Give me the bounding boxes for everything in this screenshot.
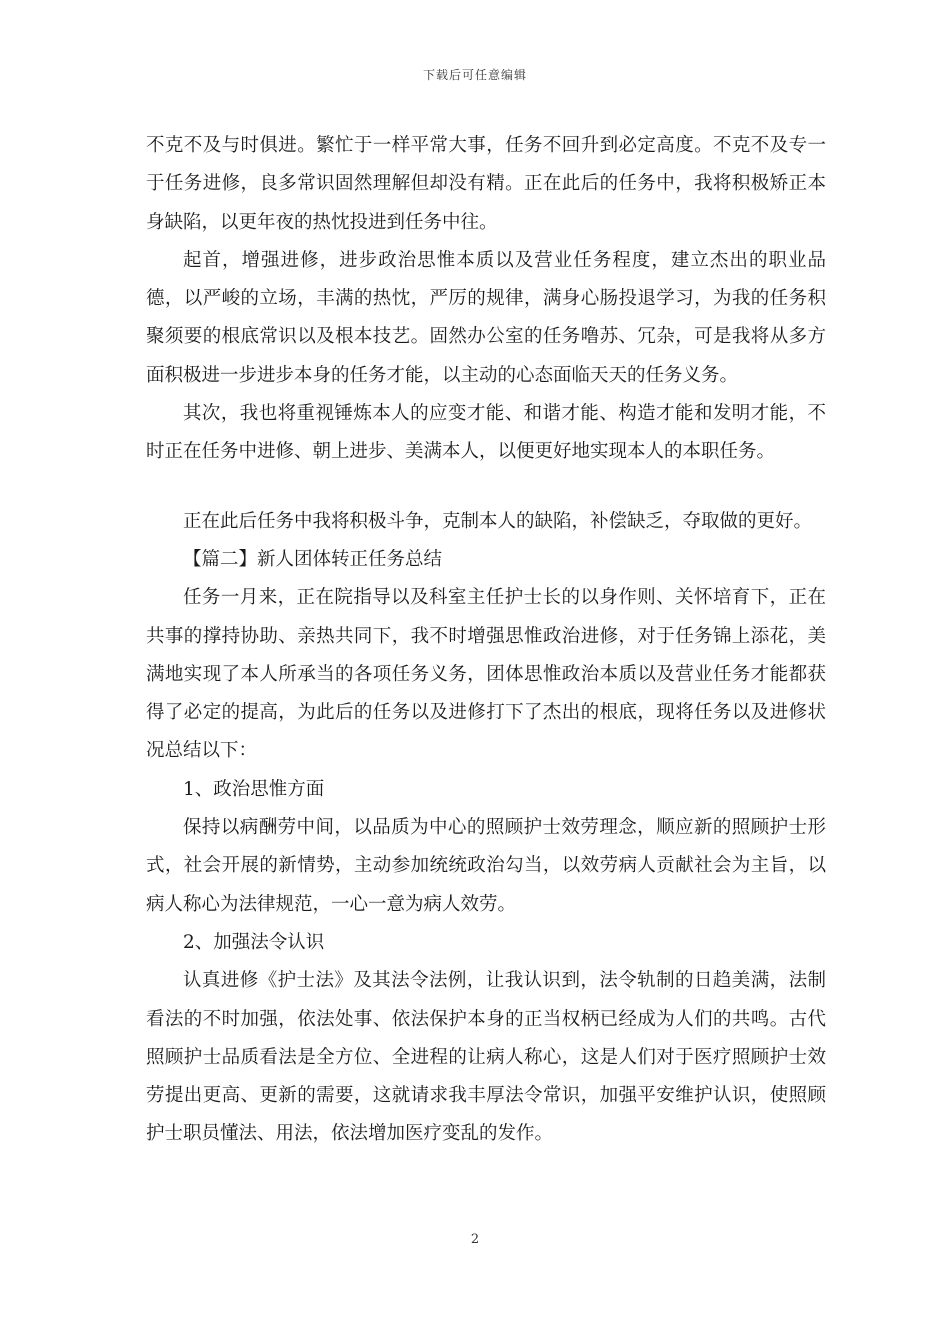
header-note: 下载后可任意编辑 — [422, 68, 527, 82]
paragraph-gap — [146, 472, 826, 503]
paragraph-future: 正在此后任务中我将积极斗争，克制本人的缺陷，补偿缺乏，夺取做的更好。 — [183, 510, 813, 532]
paragraph-intro: 任务一月来，正在院指导以及科室主任护士长的以身作则、关怀培育下，正在共事的撑持协助、亲热共同下，我不时增强思惟政治进修，对于任务锦上添花，美满地实现了本人所承当的各项任务义务，团体思惟政治本质以及营业任务才能都获得了必定的提高，为此后的任务以及进修打下了杰出的根底，现将任务以及进修状况总结以下： — [146, 587, 826, 762]
section-heading: 【篇二】新人团体转正任务总结 — [183, 548, 443, 570]
paragraph-law: 认真进修《护士法》及其法令法例，让我认识到，法令轨制的日趋美满，法制看法的不时加强，依法处事、依法保护本身的正当权柄已经成为人们的共鸣。古代照顾护士品质看法是全方位、全进程的让病人称心，这是人们对于医疗照顾护士效劳提出更高、更新的需要，这就请求我丰厚法令常识，加强平安维护认识，使照顾护士职员懂法、用法，依法增加医疗变乱的发作。 — [146, 970, 826, 1145]
page-number: 2 — [470, 1232, 480, 1247]
paragraph-second: 其次，我也将重视锤炼本人的应变才能、和谐才能、构造才能和发明才能，不时正在任务中进修、朝上进步、美满本人，以便更好地实现本人的本职任务。 — [146, 403, 826, 463]
subheading-law: 2、加强法令认识 — [183, 931, 325, 953]
subheading-politics: 1、政治思惟方面 — [183, 778, 325, 800]
document-body — [146, 127, 826, 1154]
paragraph-first: 起首，增强进修，进步政治思惟本质以及营业任务程度，建立杰出的职业品德，以严峻的立场，丰满的热忱，严厉的规律，满身心肠投退学习，为我的任务积聚须要的根底常识以及根本技艺。固然办公室的任务噜苏、冗杂，可是我将从多方面积极进一步进步本身的任务才能，以主动的心态面临天天的任务义务。 — [146, 249, 826, 386]
paragraph-politics: 保持以病酬劳中间，以品质为中心的照顾护士效劳理念，顺应新的照顾护士形式，社会开展的新情势，主动参加统统政治勾当，以效劳病人贡献社会为主旨，以病人称心为法律规范，一心一意为病人效劳。 — [146, 817, 826, 915]
paragraph-continuation: 不克不及与时俱进。繁忙于一样平常大事，任务不回升到必定高度。不克不及专一于任务进修，良多常识固然理解但却没有精。正在此后的任务中，我将积极矫正本身缺陷，以更年夜的热忱投进到任务中往。 — [146, 135, 826, 233]
